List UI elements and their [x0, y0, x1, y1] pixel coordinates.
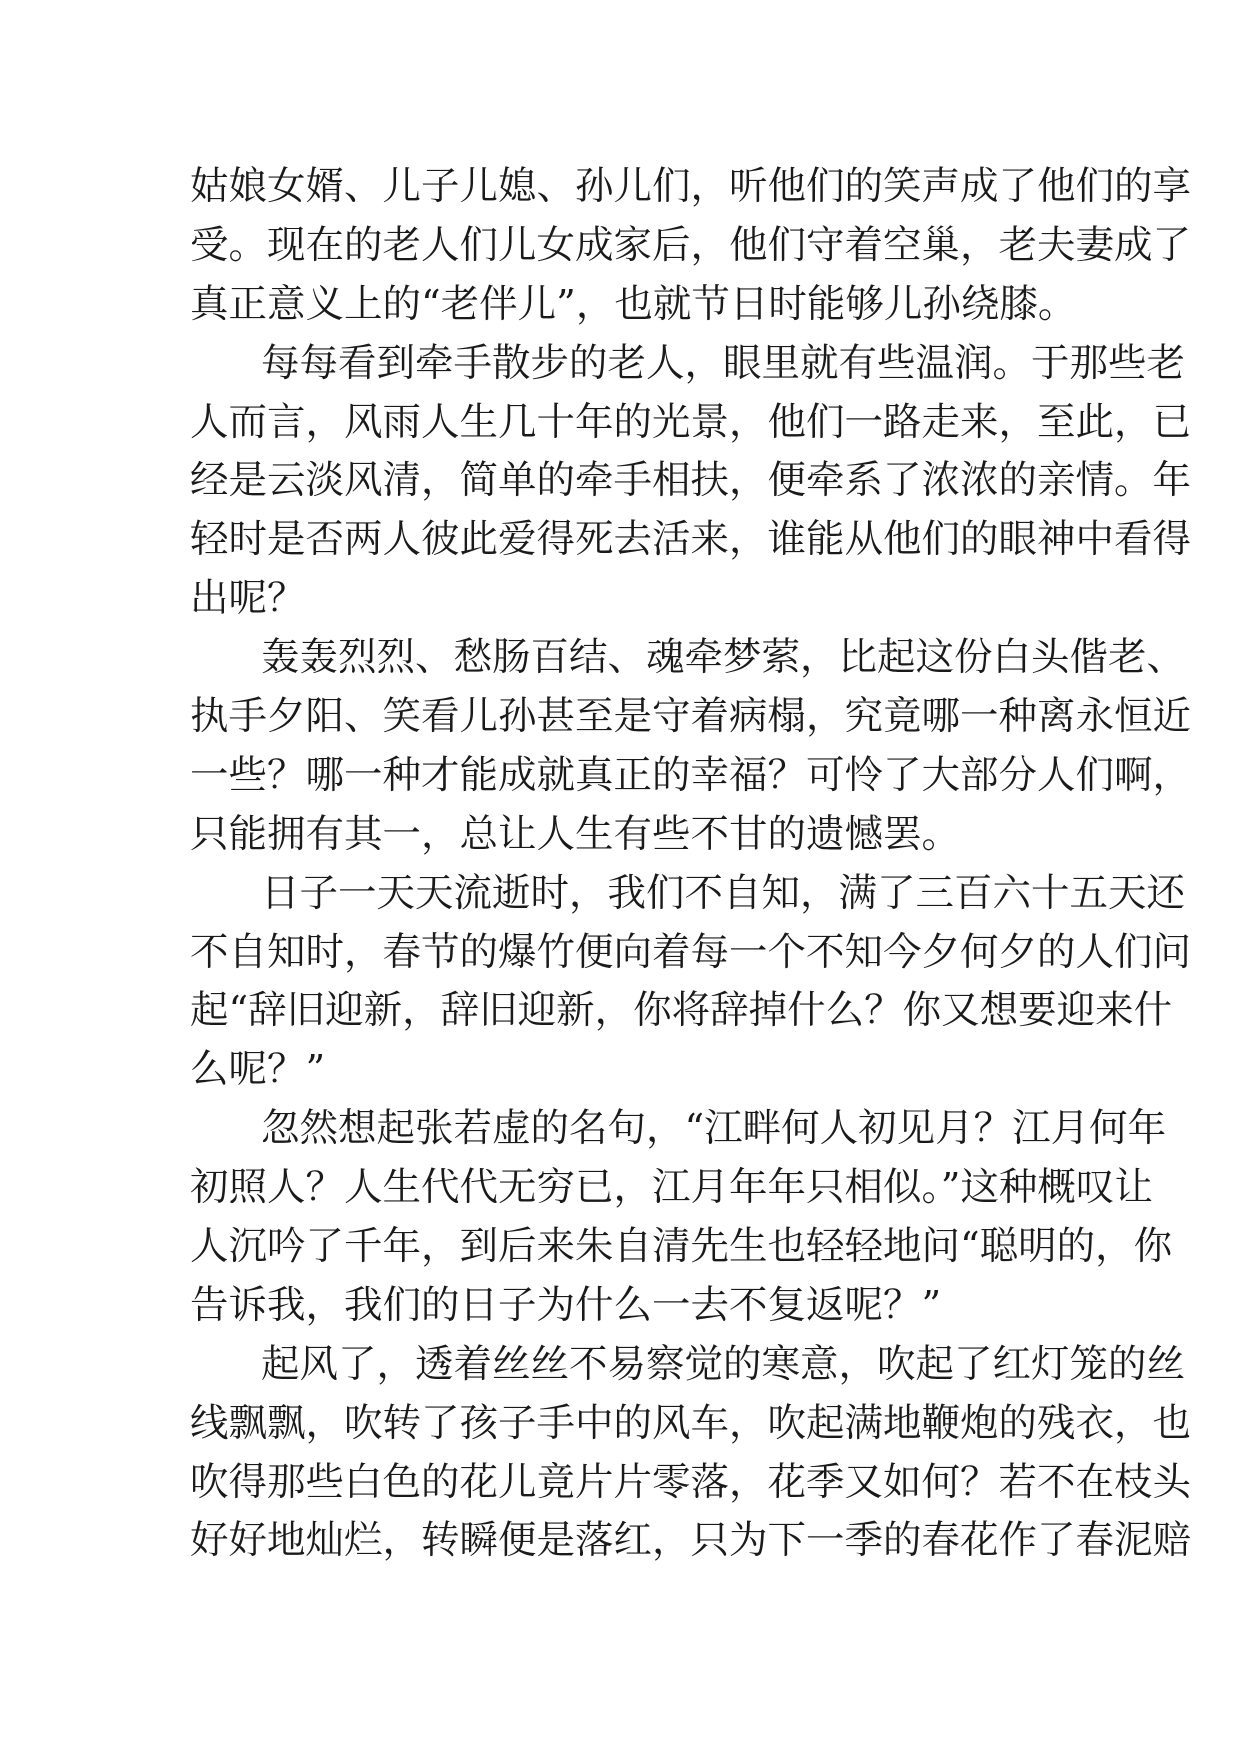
text-line: 受。现在的老人们儿女成家后，他们守着空巢，老夫妻成了: [190, 222, 1192, 268]
text-line: 轰轰烈烈、愁肠百结、魂牵梦萦，比起这份白头偕老、: [261, 635, 1186, 681]
text-line: 线飘飘，吹转了孩子手中的风车，吹起满地鞭炮的残衣，也: [190, 1400, 1192, 1446]
text-line: 起风了，透着丝丝不易察觉的寒意，吹起了红灯笼的丝: [261, 1341, 1186, 1387]
text-line: 告诉我，我们的日子为什么一去不复返呢？”: [190, 1282, 942, 1328]
text-line: 每每看到牵手散步的老人，眼里就有些温润。于那些老: [261, 340, 1186, 386]
text-line: 只能拥有其一，总让人生有些不甘的遗憾罢。: [190, 811, 961, 857]
text-line: 不自知时，春节的爆竹便向着每一个不知今夕何夕的人们问: [190, 929, 1192, 975]
text-line: 一些？哪一种才能成就真正的幸福？可怜了大部分人们啊，: [190, 752, 1192, 798]
text-line: 人而言，风雨人生几十年的光景，他们一路走来，至此，已: [190, 399, 1192, 445]
text-line: 么呢？”: [190, 1047, 326, 1093]
text-line: 好好地灿烂，转瞬便是落红，只为下一季的春花作了春泥赔: [190, 1518, 1192, 1564]
text-line: 经是云淡风清，简单的牵手相扶，便牵系了浓浓的亲情。年: [190, 458, 1192, 504]
text-line: 姑娘女婿、儿子儿媳、孙儿们，听他们的笑声成了他们的享: [190, 164, 1192, 209]
text-line: 真正意义上的“老伴儿”，也就节日时能够儿孙绕膝。: [190, 281, 1077, 327]
text-line: 执手夕阳、笑看儿孙甚至是守着病榻，究竟哪一种离永恒近: [190, 694, 1192, 740]
text-line: 出呢？: [190, 576, 306, 622]
body-text: [190, 158, 1192, 1571]
text-line: 忽然想起张若虚的名句，“江畔何人初见月？江月何年: [261, 1106, 1167, 1152]
text-line: 吹得那些白色的花儿竟片片零落，花季又如何？若不在枝头: [190, 1459, 1192, 1505]
text-line: 起“辞旧迎新，辞旧迎新，你将辞掉什么？你又想要迎来什: [190, 988, 1173, 1034]
text-line: 人沉吟了千年，到后来朱自清先生也轻轻地问“聪明的，你: [190, 1224, 1173, 1270]
text-line: 日子一天天流逝时，我们不自知，满了三百六十五天还: [261, 870, 1186, 916]
text-line: 初照人？人生代代无穷已，江月年年只相似。”这种概叹让: [190, 1165, 1153, 1211]
text-line: 轻时是否两人彼此爱得死去活来，谁能从他们的眼神中看得: [190, 517, 1192, 563]
